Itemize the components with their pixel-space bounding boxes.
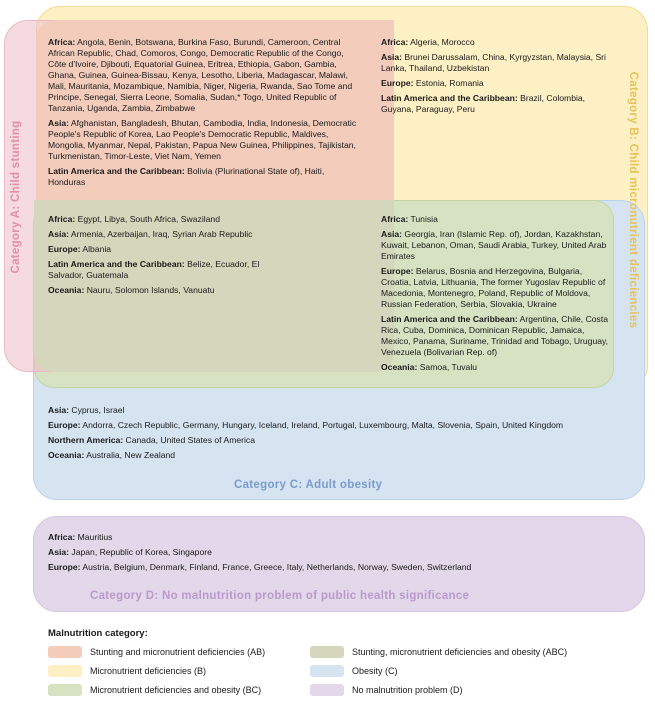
country-list: Austria, Belgium, Denmark, Finland, France, Greece, Italy, Netherlands, Norway, Sweden, Switzerland [80,562,472,572]
region-entry [48,435,638,446]
country-list: Andorra, Czech Republic, Germany, Hungary, Iceland, Ireland, Portugal, Luxembourg, Malta, Slovenia, Spain, United Kingdom [80,420,564,430]
ab-country-list [48,37,360,192]
region-name: Africa: [48,532,76,542]
legend-item [48,665,206,677]
category-b-label: Category B: Child micronutrient deficiencies [627,71,639,329]
region-name: Europe: [48,420,81,430]
legend-item [310,646,567,658]
country-list: Samoa, Tuvalu [417,362,478,372]
legend-item [310,665,398,677]
country-list: Cyprus, Israel [69,405,125,415]
region-entry [48,547,638,558]
region-name: Africa: [48,37,76,47]
region-name: Africa: [48,214,76,224]
legend-swatch [48,665,82,677]
region-entry [48,532,638,543]
country-list: Afghanistan, Bangladesh, Bhutan, Cambodia, India, Indonesia, Democratic People's Republic of Korea, Lao People's Democratic Republic, Maldives, Mongolia, Myanmar, Nepal, Pakistan, Papua New Guinea, Philippines, Tajikistan, Turkmenistan, Timor-Leste, Viet Nam, Yemen [48,118,357,161]
legend-swatch [310,665,344,677]
country-list: Belarus, Bosnia and Herzegovina, Bulgaria, Croatia, Latvia, Lithuania, The former Yugoslav Republic of Macedonia, Montenegro, Poland, Republic of Moldova, Russian Federation, Serbia, Slovakia, Ukraine [381,266,606,309]
abc-country-list [48,214,282,300]
country-list: Georgia, Iran (Islamic Rep. of), Jordan, Kazakhstan, Kuwait, Lebanon, Oman, Saudi Arabia, Turkey, United Arab Emirates [381,229,607,261]
region-name: Asia: [48,405,70,415]
country-list: Albania [80,244,112,254]
region-name: Oceania: [381,362,418,372]
country-list: Mauritius [75,532,113,542]
region-name: Latin America and the Caribbean: [381,314,518,324]
region-entry [48,229,282,240]
region-entry [48,450,638,461]
region-entry [381,266,613,310]
region-entry [381,214,613,225]
region-name: Latin America and the Caribbean: [48,166,185,176]
region-name: Northern America: [48,435,124,445]
region-entry [381,93,619,115]
country-list: Estonia, Romania [413,78,484,88]
legend-label: Micronutrient deficiencies (B) [90,666,207,676]
legend-swatch [48,646,82,658]
region-name: Europe: [381,266,414,276]
country-list: Nauru, Solomon Islands, Vanuatu [84,285,215,295]
legend-label: No malnutrition problem (D) [352,685,463,695]
country-list: Argentina, Chile, Costa Rica, Cuba, Dominica, Dominican Republic, Jamaica, Mexico, Panama, Suriname, Trinidad and Tobago, Uruguay, Venezuela (Bolivarian Rep. of) [381,314,609,357]
region-entry [381,314,613,358]
d-country-list [48,532,638,577]
region-name: Asia: [381,229,403,239]
region-entry [48,405,638,416]
region-entry [381,37,619,48]
country-list: Belize, Ecuador, El Salvador, Guatemala [48,259,260,280]
legend-item [48,684,261,696]
region-entry [48,244,282,255]
region-entry [381,78,619,89]
bc-country-list [381,214,613,377]
region-name: Africa: [381,214,409,224]
legend-item [48,646,265,658]
region-name: Europe: [48,244,81,254]
region-name: Africa: [381,37,409,47]
region-entry [48,118,360,162]
country-list: Canada, United States of America [123,435,255,445]
category-a-label: Category A: Child stunting [10,120,22,274]
legend-item [310,684,463,696]
country-list: Egypt, Libya, South Africa, Swaziland [75,214,220,224]
category-c-label: Category C: Adult obesity [234,479,383,491]
region-entry [48,285,282,296]
legend-label: Stunting and micronutrient deficiencies (AB) [90,647,266,657]
legend-swatch [310,646,344,658]
legend-title: Malnutrition category: [48,628,148,639]
country-list: Japan, Republic of Korea, Singapore [69,547,212,557]
region-name: Asia: [48,229,70,239]
country-list: Brazil, Colombia, Guyana, Paraguay, Peru [381,93,586,114]
country-list: Australia, New Zealand [84,450,176,460]
legend-swatch [48,684,82,696]
region-entry [381,52,619,74]
legend-label: Micronutrient deficiencies and obesity (BC) [90,685,262,695]
b-country-list [381,37,619,119]
country-list: Bolivia (Plurinational State of), Haiti, Honduras [48,166,325,187]
country-list: Angola, Benin, Botswana, Burkina Faso, Burundi, Cameroon, Central African Republic, Chad, Comoros, Congo, Democratic Republic of the Congo, Côte d'Ivoire, Djibouti, Equatorial Guinea, Eritrea, Ethiopia, Gabon, Gambia, Ghana, Guinea, Guinea-Bissau, Kenya, Lesotho, Liberia, Madagascar, Malawi, Mali, Mauritania, Mozambique, Namibia, Niger, Nigeria, Rwanda, Sao Tome and Principe, Senegal, Sierra Leone, Somalia, Sudan,* Togo, United Republic of Tanzania, Uganda, Zambia, Zimbabwe [48,37,353,113]
region-name: Europe: [48,562,81,572]
country-list: Tunisia [408,214,438,224]
region-name: Oceania: [48,285,85,295]
c-country-list [48,405,638,465]
region-name: Oceania: [48,450,85,460]
country-list: Brunei Darussalam, China, Kyrgyzstan, Malaysia, Sri Lanka, Thailand, Uzbekistan [381,52,606,73]
region-entry [48,37,360,114]
region-name: Europe: [381,78,414,88]
legend-swatch [310,684,344,696]
region-entry [48,562,638,573]
legend-label: Stunting, micronutrient deficiencies and obesity (ABC) [352,647,568,657]
region-name: Latin America and the Caribbean: [48,259,185,269]
region-entry [48,166,360,188]
region-entry [48,420,638,431]
category-d-label: Category D: No malnutrition problem of public health significance [90,590,470,602]
region-entry [381,362,613,373]
legend-label: Obesity (C) [352,666,398,676]
region-entry [48,259,282,281]
region-entry [48,214,282,225]
region-name: Asia: [48,118,70,128]
region-entry [381,229,613,262]
region-name: Latin America and the Caribbean: [381,93,518,103]
country-list: Algeria, Morocco [408,37,475,47]
country-list: Armenia, Azerbaijan, Iraq, Syrian Arab Republic [69,229,253,239]
region-name: Asia: [381,52,403,62]
region-name: Asia: [48,547,70,557]
